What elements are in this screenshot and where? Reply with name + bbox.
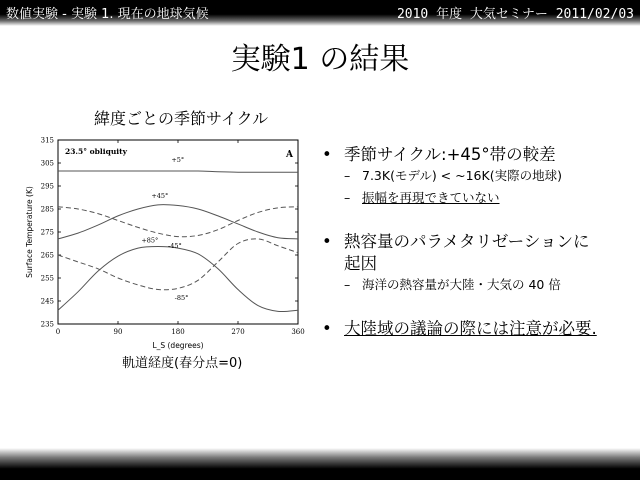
y-axis-label: Surface Temperature (K) bbox=[25, 186, 34, 278]
y-tick-label: 315 bbox=[40, 136, 54, 145]
bullet-3-text: 大陸域の議論の際には注意が必要. bbox=[344, 319, 597, 338]
figure-caption: 軌道経度(春分点=0) bbox=[122, 356, 243, 371]
bullet-1 bbox=[322, 141, 556, 165]
bullet-dot: • bbox=[322, 232, 332, 251]
y-tick-label: 285 bbox=[40, 205, 54, 214]
series-label: -85° bbox=[174, 293, 189, 302]
sub-bullet-2-1 bbox=[344, 275, 561, 293]
y-tick-label: 255 bbox=[40, 274, 54, 283]
sub-bullet-dash: – bbox=[344, 277, 351, 292]
y-tick-label: 235 bbox=[40, 320, 54, 329]
bullet-2-text: 熱容量のパラメタリゼーションに bbox=[344, 232, 590, 251]
panel-label: A bbox=[286, 150, 293, 160]
sub-bullet-1-2-text: 振幅を再現できていない bbox=[362, 190, 500, 205]
series-label: +5° bbox=[171, 155, 185, 164]
sub-bullet-1-2 bbox=[344, 188, 500, 206]
series-label: +45° bbox=[151, 191, 169, 200]
y-tick-label: 245 bbox=[40, 297, 54, 306]
slide-title: 実験1 の結果 bbox=[230, 42, 410, 77]
temperature-chart bbox=[20, 130, 312, 350]
y-tick-label: 305 bbox=[40, 159, 54, 168]
y-tick-label: 275 bbox=[40, 228, 54, 237]
sub-bullet-1-1-text: 7.3K(モデル) < ~16K(実際の地球) bbox=[362, 168, 562, 183]
x-axis-label: L_S (degrees) bbox=[152, 341, 204, 350]
sub-bullet-dash: – bbox=[344, 190, 351, 205]
bullet-dot: • bbox=[322, 145, 332, 164]
footer-bar bbox=[0, 448, 640, 480]
header-left-text: 数値実験 - 実験 1. 現在の地球気候 bbox=[6, 7, 209, 22]
figure-title: 緯度ごとの季節サイクル bbox=[94, 109, 269, 128]
bullet-2-text-line2: 起因 bbox=[344, 254, 377, 273]
x-tick-label: 0 bbox=[55, 328, 61, 336]
y-tick-label: 265 bbox=[40, 251, 54, 260]
bullet-3 bbox=[322, 315, 597, 339]
header-bar bbox=[0, 0, 640, 26]
header-right-text: 2010 年度 大気セミナー 2011/02/03 bbox=[396, 7, 634, 22]
x-tick-label: 360 bbox=[291, 328, 305, 336]
series-label: -45° bbox=[168, 242, 182, 251]
series-label: +85° bbox=[141, 236, 159, 245]
x-tick-label: 90 bbox=[113, 328, 123, 336]
y-tick-label: 295 bbox=[40, 182, 54, 191]
x-tick-label: 180 bbox=[171, 328, 185, 336]
bullet-2-line2 bbox=[344, 250, 377, 274]
bullet-dot: • bbox=[322, 319, 332, 338]
sub-bullet-2-1-text: 海洋の熱容量が大陸・大気の 40 倍 bbox=[362, 277, 561, 292]
obliquity-annotation: 23.5° obliquity bbox=[65, 147, 127, 156]
bullet-1-text: 季節サイクル:+45°帯の較差 bbox=[344, 145, 556, 164]
bullet-2 bbox=[322, 228, 590, 252]
x-tick-label: 270 bbox=[231, 328, 245, 336]
sub-bullet-dash: – bbox=[344, 168, 351, 183]
sub-bullet-1-1 bbox=[344, 166, 562, 184]
